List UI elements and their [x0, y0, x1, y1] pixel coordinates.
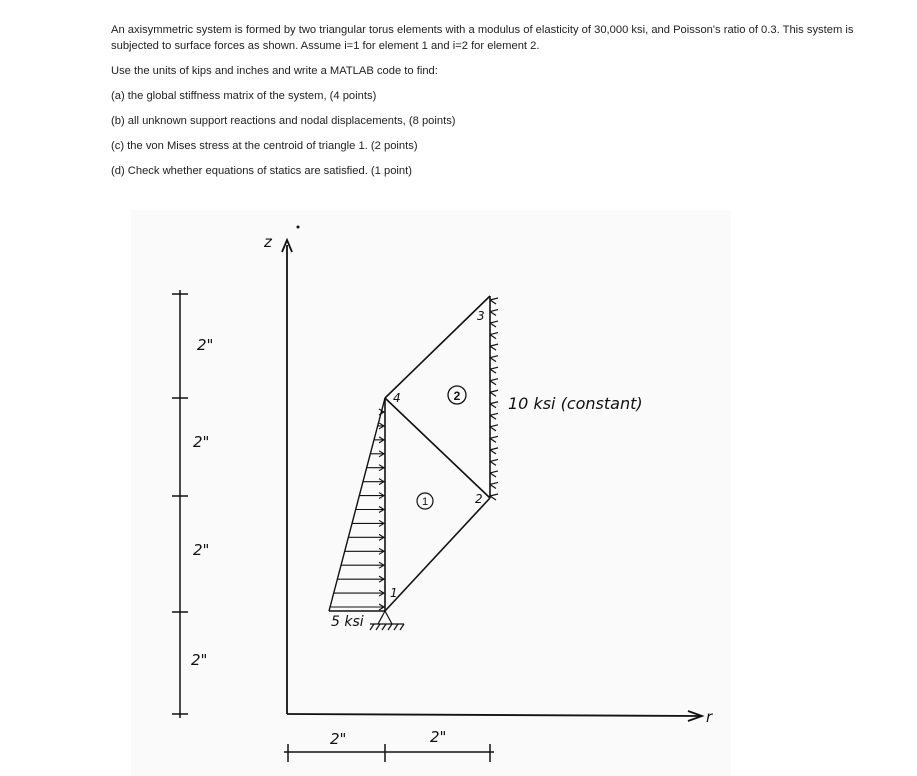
part-c: (c) the von Mises stress at the centroid of triangle 1. (2 points): [111, 140, 418, 152]
right-load-tick: [490, 367, 498, 373]
vdim-label-4: 2": [191, 651, 208, 669]
z-axis-dot: [297, 226, 300, 229]
edge-1-2: [385, 498, 490, 611]
element-label-2: 2: [453, 389, 461, 403]
mesh: [385, 296, 490, 611]
vertical-dimension: [172, 290, 188, 718]
hdim-label-1: 2": [330, 730, 347, 748]
node-label-3: 3: [477, 309, 485, 323]
right-load-tick: [490, 298, 498, 304]
node-label-2: 2: [475, 492, 483, 506]
problem-intro: An axisymmetric system is formed by two triangular torus elements with a modulus of elasticity of 30,000 ksi, and Poisson's ratio of 0.3. This system is subjected to surface forces as shown. Assume i=1 for element 1 and i=2 for element 2.: [111, 24, 854, 52]
edge-4-2: [385, 398, 490, 498]
right-load-tick: [490, 459, 498, 465]
z-axis-label: z: [264, 233, 272, 251]
right-load-tick: [490, 390, 498, 396]
right-load-tick: [490, 425, 498, 431]
right-load-tick: [490, 333, 498, 339]
right-load-tick: [490, 310, 498, 316]
edge-3-4: [385, 296, 490, 398]
horizontal-dimension: [284, 744, 494, 762]
right-load-tick: [490, 448, 498, 454]
node-label-1: 1: [390, 586, 398, 600]
support: [370, 611, 404, 630]
right-load-tick: [490, 402, 498, 408]
vdim-label-2: 2": [193, 433, 210, 451]
right-load-tick: [490, 413, 498, 419]
right-load-tick: [490, 344, 498, 350]
right-load-ticks: [490, 298, 498, 500]
hdim-label-2: 2": [430, 728, 447, 746]
vdim-label-1: 2": [197, 336, 214, 354]
right-load-tick: [490, 436, 498, 442]
right-load-tick: [490, 321, 498, 327]
right-load-tick: [490, 379, 498, 385]
vdim-label-3: 2": [193, 541, 210, 559]
right-load-tick: [490, 471, 498, 477]
node-label-4: 4: [393, 391, 401, 405]
part-a: (a) the global stiffness matrix of the system, (4 points): [111, 90, 377, 102]
element-label-1: 1: [421, 496, 429, 508]
right-load-tick: [490, 494, 498, 500]
right-load-tick: [490, 356, 498, 362]
part-d: (d) Check whether equations of statics are satisfied. (1 point): [111, 165, 412, 177]
r-axis-line: [287, 714, 700, 716]
left-load-label: 5 ksi: [331, 614, 364, 630]
problem-instruction: Use the units of kips and inches and write a MATLAB code to find:: [111, 65, 438, 77]
right-load-tick: [490, 482, 498, 488]
right-load-label: 10 ksi (constant): [508, 394, 643, 413]
left-load-arrows: [330, 409, 384, 610]
r-axis-label: r: [706, 708, 713, 726]
part-b: (b) all unknown support reactions and nodal displacements, (8 points): [111, 115, 456, 127]
